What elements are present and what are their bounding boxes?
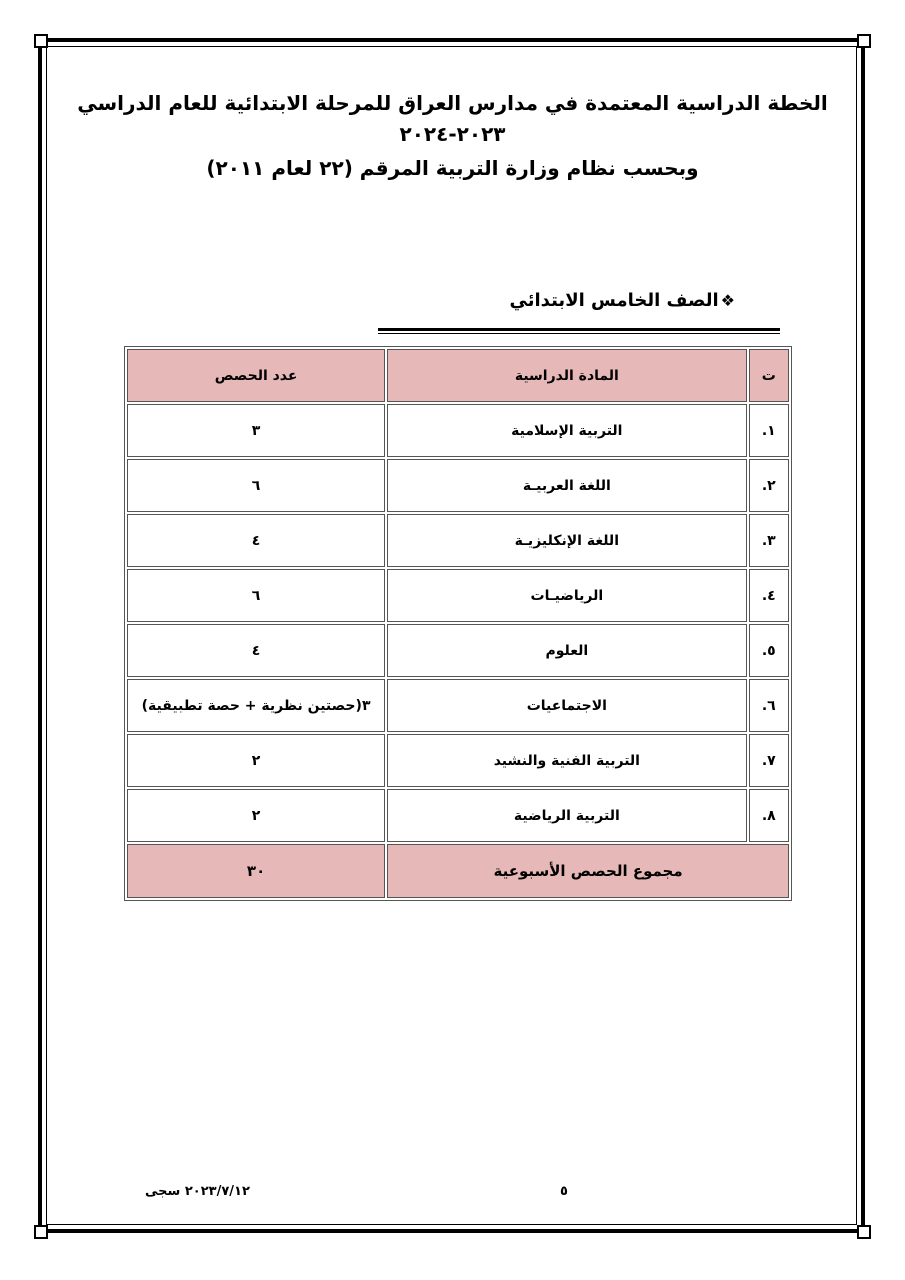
total-label: مجموع الحصص الأسبوعية (387, 844, 789, 898)
frame-corner-top-right (857, 34, 871, 48)
periods-cell: ٦ (127, 459, 385, 512)
row-number: ٢. (749, 459, 789, 512)
periods-cell: ٤ (127, 514, 385, 567)
subject-cell: التربية الرياضية (387, 789, 746, 842)
curriculum-table (124, 346, 792, 901)
row-number: ٧. (749, 734, 789, 787)
table-row (127, 789, 789, 842)
table-row (127, 459, 789, 512)
periods-cell: ٣ (127, 404, 385, 457)
periods-cell: ٢ (127, 789, 385, 842)
row-number: ٦. (749, 679, 789, 732)
subject-cell: التربية الإسلامية (387, 404, 746, 457)
column-header-subject: المادة الدراسية (387, 349, 746, 402)
periods-cell: ٢ (127, 734, 385, 787)
total-value: ٣٠ (127, 844, 385, 898)
frame-corner-top-left (34, 34, 48, 48)
table-row (127, 569, 789, 622)
header-ministry-system: وبحسب نظام وزارة التربية المرقم (٢٢ لعام ٢٠١١) (206, 156, 699, 180)
column-header-num: ت (749, 349, 789, 402)
document-header (70, 86, 835, 186)
table-row (127, 514, 789, 567)
table-row (127, 734, 789, 787)
subject-cell: اللغة العربيـة (387, 459, 746, 512)
page-number: ٥ (560, 1184, 568, 1199)
table-row (127, 679, 789, 732)
row-number: ٨. (749, 789, 789, 842)
row-number: ١. (749, 404, 789, 457)
periods-cell: ٤ (127, 624, 385, 677)
periods-cell: ٣(حصتين نظرية + حصة تطبيقية) (127, 679, 385, 732)
frame-corner-bottom-left (34, 1225, 48, 1239)
column-header-periods: عدد الحصص (127, 349, 385, 402)
footer-date-author: ٢٠٢٣/٧/١٢ سجى (145, 1184, 250, 1199)
subject-cell: اللغة الإنكليزيـة (387, 514, 746, 567)
subject-cell: العلوم (387, 624, 746, 677)
frame-corner-bottom-right (857, 1225, 871, 1239)
header-academic-year: ٢٠٢٣-٢٠٢٤ (399, 122, 506, 146)
row-number: ٥. (749, 624, 789, 677)
row-number: ٤. (749, 569, 789, 622)
subject-cell: التربية الفنية والنشيد (387, 734, 746, 787)
table-total-row (127, 844, 789, 898)
heading-underline-thick (378, 328, 780, 331)
row-number: ٣. (749, 514, 789, 567)
subject-cell: الاجتماعيات (387, 679, 746, 732)
subject-cell: الرياضيـات (387, 569, 746, 622)
heading-underline-thin (378, 333, 780, 334)
section-title: الصف الخامس الابتدائي (509, 290, 719, 311)
table-row (127, 404, 789, 457)
table-row (127, 624, 789, 677)
table-header-row (127, 349, 789, 402)
periods-cell: ٦ (127, 569, 385, 622)
section-heading (510, 290, 735, 311)
diamond-bullet-icon: ❖ (720, 291, 735, 310)
header-title: الخطة الدراسية المعتمدة في مدارس العراق للمرحلة الابتدائية للعام الدراسي (77, 91, 828, 115)
